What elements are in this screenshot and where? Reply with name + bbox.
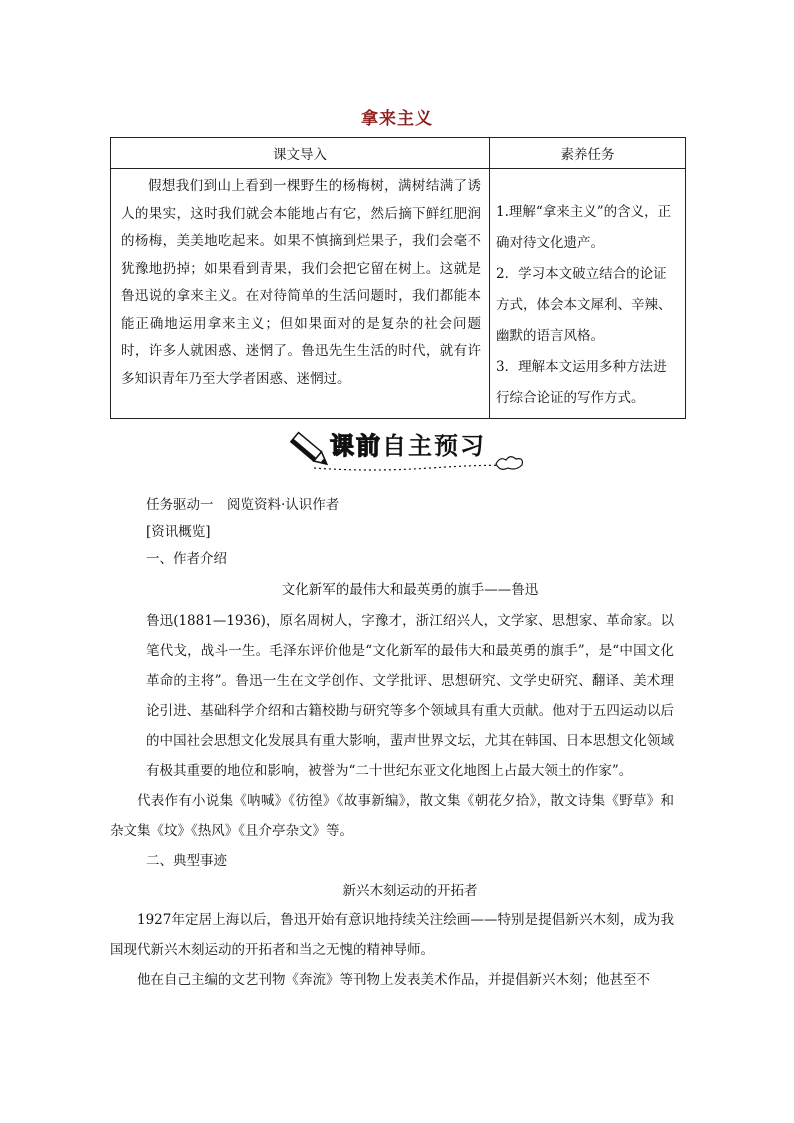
intro-table	[110, 137, 686, 419]
section2-title: 新兴木刻运动的开拓者	[342, 883, 478, 899]
section1-paragraph: 代表作有小说集《呐喊》《彷徨》《故事新编》，散文集《朝花夕拾》，散文诗集《野草》和杂文集《坟》《热风》《且介亭杂文》等。	[110, 793, 674, 839]
header-literacy-tasks: 素养任务	[490, 138, 686, 169]
header-lesson-intro: 课文导入	[111, 138, 490, 169]
section2-paragraph: 他在自己主编的文艺刊物《奔流》等刊物上发表美术作品，并提倡新兴木刻；他甚至不	[137, 972, 650, 988]
task-item: 3．理解本文运用多种方法进行综合论证的写作方式。	[496, 359, 667, 406]
tasks-cell	[490, 169, 686, 419]
page-title: 拿来主义	[361, 109, 433, 129]
banner-part1: 课前	[330, 432, 382, 460]
intro-cell	[111, 169, 490, 419]
banner-heading	[330, 426, 486, 461]
preview-banner	[290, 422, 540, 478]
task-item: 2．学习本文破立结合的论证方式，体会本文犀利、辛辣、幽默的语言风格。	[496, 266, 672, 344]
section2-paragraph: 1927年定居上海以后，鲁迅开始有意识地持续关注绘画——特别是提倡新兴木刻，成为我国现代新兴木刻运动的开拓者和当之无愧的精神导师。	[110, 912, 674, 958]
section1-paragraph: 鲁迅(1881—1936)，原名周树人，字豫才，浙江绍兴人，文学家、思想家、革命家。以笔代戈，战斗一生。毛泽东评价他是“文化新军的最伟大和最英勇的旗手”，是“中国文化革命的主将”。鲁迅一生在文学创作、文学批评、思想研究、文学史研究、翻译、美术理论引进、基础科学介绍和古籍校勘与研究等多个领域具有重大贡献。他对于五四运动以后的中国社会思想文化发展具有重大影响，蜚声世界文坛，尤其在韩国、日本思想文化领域有极其重要的地位和影响，被誉为“二十世纪东亚文化地图上占最大领土的作家”。	[146, 613, 674, 779]
intro-text: 假想我们到山上看到一棵野生的杨梅树，满树结满了诱人的果实，这时我们就会本能地占有它，然后摘下鲜红肥润的杨梅，美美地吃起来。如果不慎摘到烂果子，我们会毫不犹豫地扔掉；如果看到青果，我们会把它留在树上。这就是鲁迅说的拿来主义。在对待简单的生活问题时，我们都能本能正确地运用拿来主义；但如果面对的是复杂的社会问题时，许多人就困惑、迷惘了。鲁迅先生生活的时代，就有许多知识青年乃至大学者困惑、迷惘过。	[121, 178, 481, 387]
bracket-heading: [资讯概览]	[146, 524, 211, 540]
tasks-list	[490, 169, 685, 418]
task-item: 1.理解“拿来主义”的含义，正确对待文化遗产。	[496, 204, 672, 251]
table-body-row	[111, 169, 686, 419]
section2-heading: 二、典型事迹	[146, 853, 227, 869]
section1-heading: 一、作者介绍	[146, 551, 227, 567]
task-heading: 任务驱动一 阅览资料·认识作者	[146, 497, 340, 513]
table-header-row	[111, 138, 686, 169]
main-content	[110, 492, 674, 995]
section1-title: 文化新军的最伟大和最英勇的旗手——鲁迅	[281, 582, 539, 598]
banner-part2: 自主预习	[382, 432, 486, 460]
